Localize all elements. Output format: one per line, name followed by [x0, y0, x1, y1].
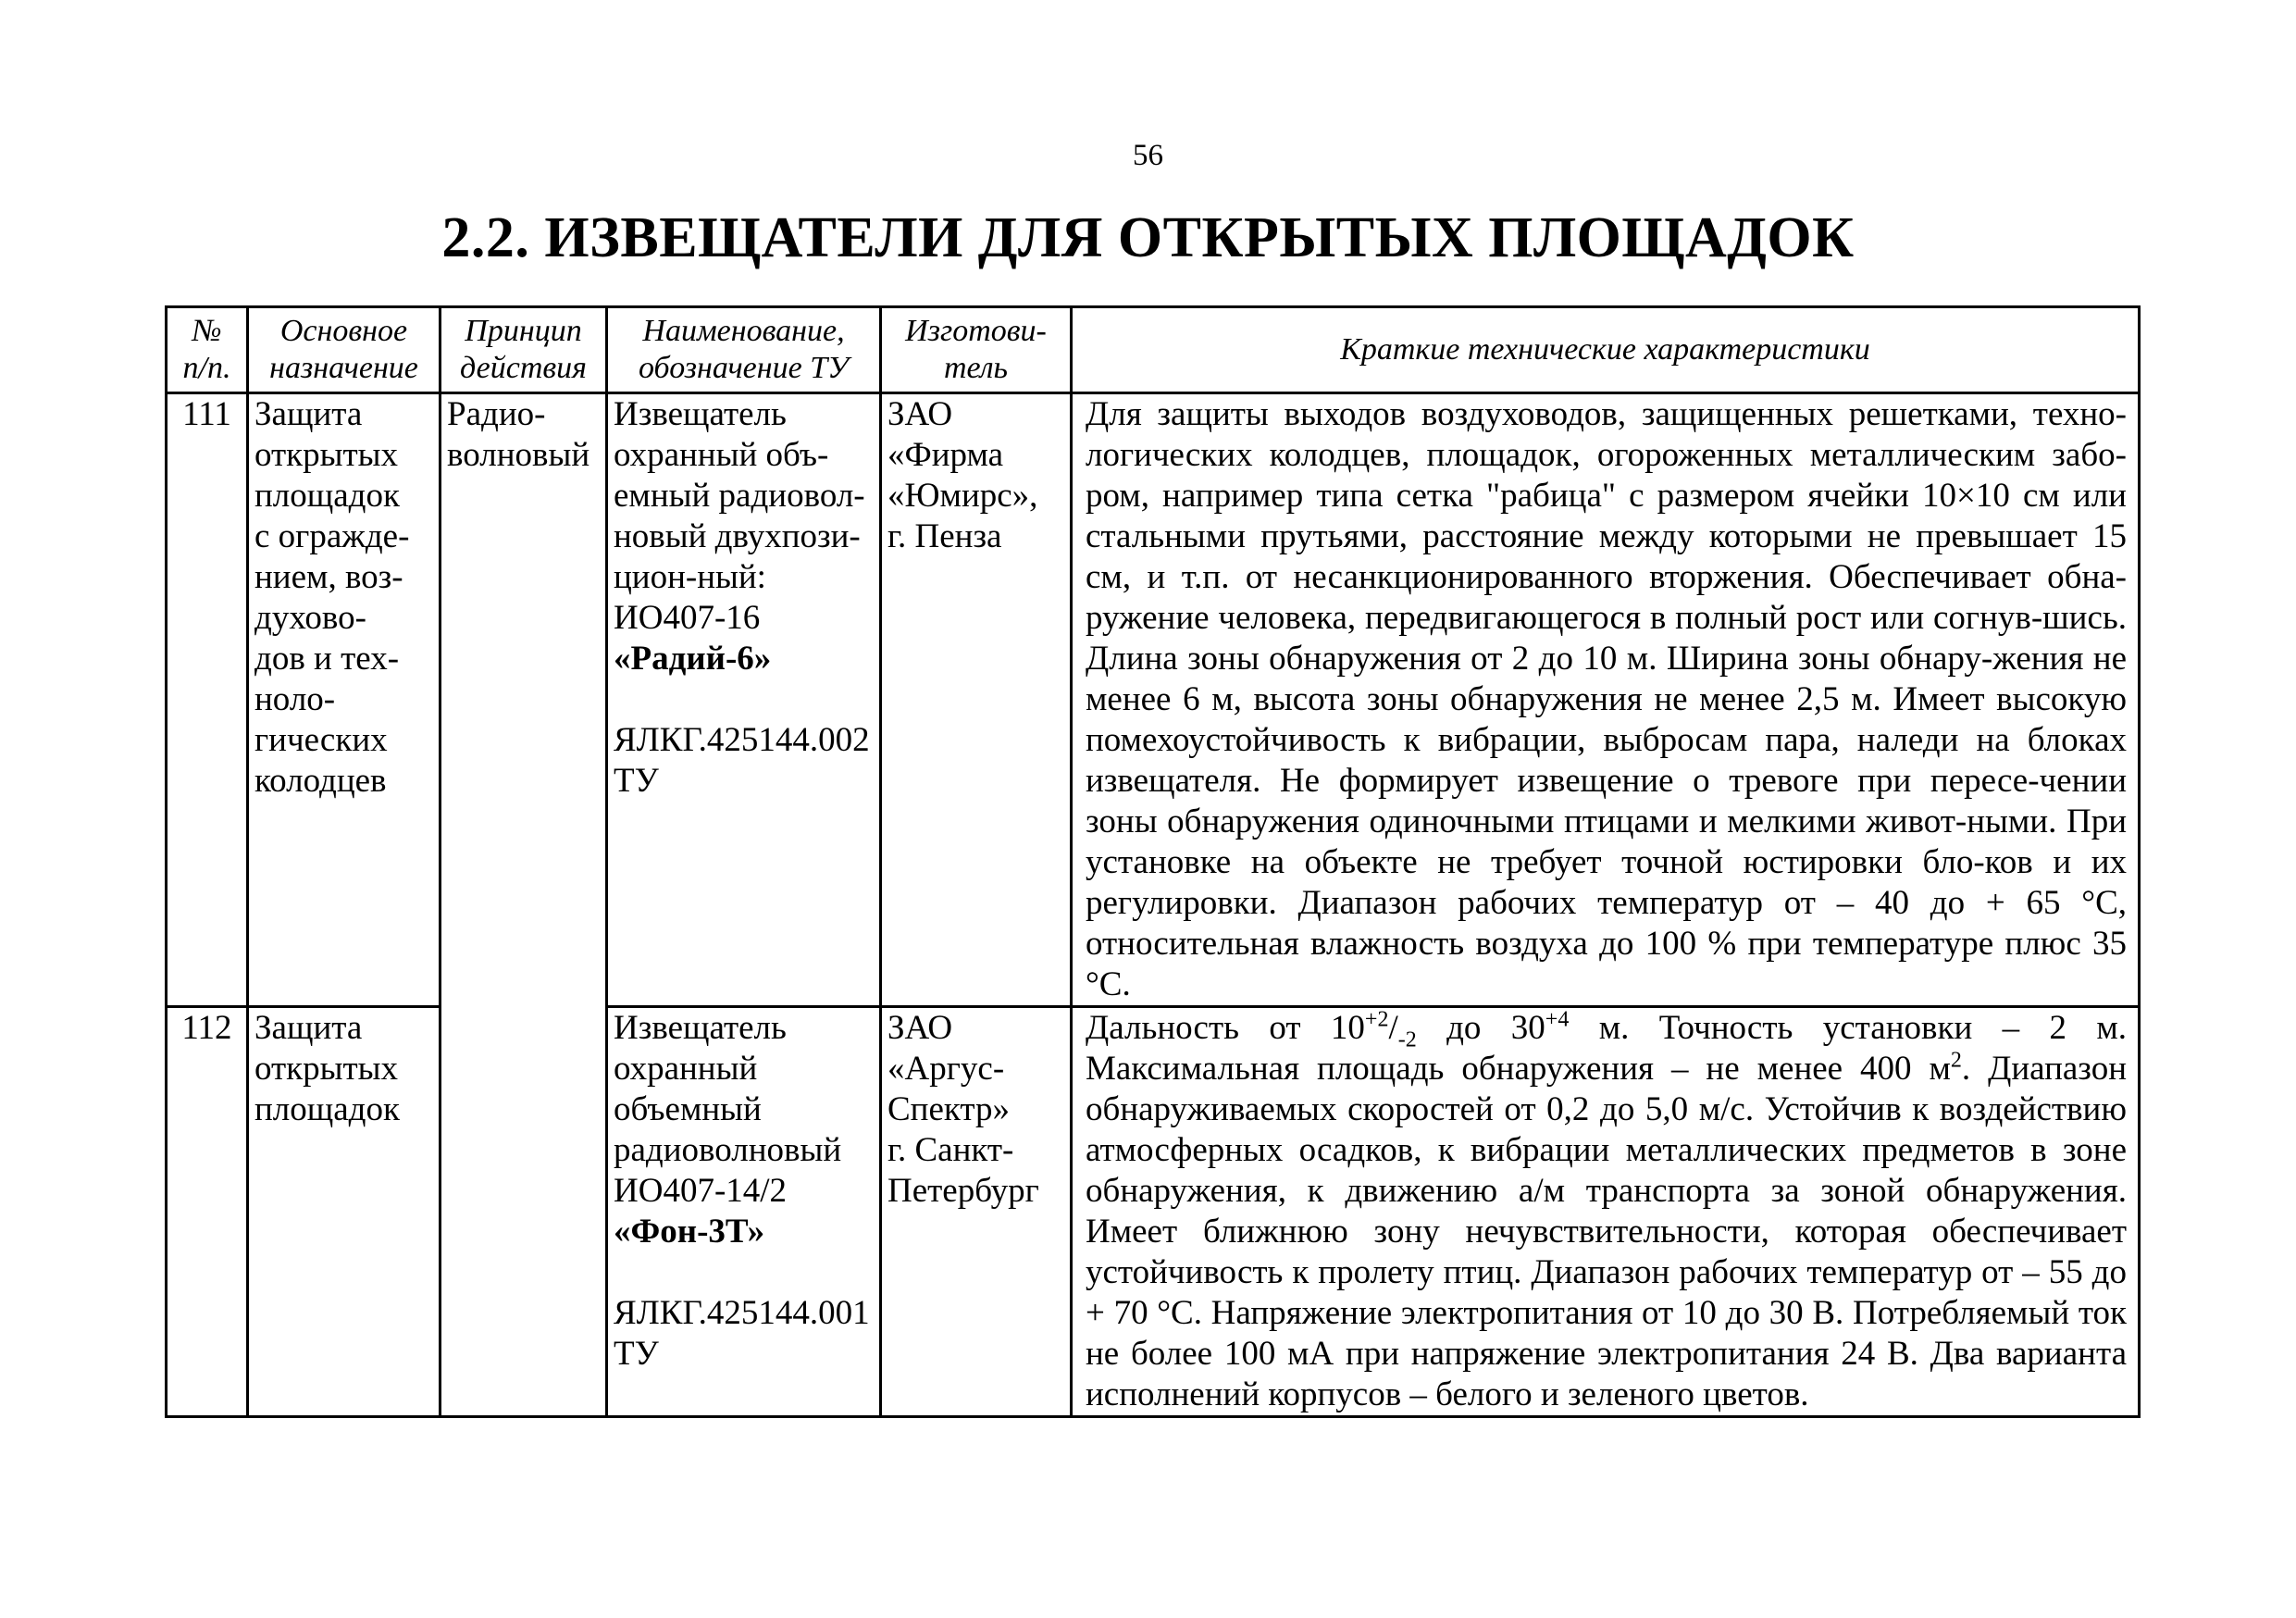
row-purpose: Защита открытых площадок с огражде- нием, воз- духово- дов и тех- ноло- гических колодцев — [248, 393, 441, 1007]
table-row — [167, 393, 2140, 1007]
page-title: 2.2. ИЗВЕЩАТЕЛИ ДЛЯ ОТКРЫТЫХ ПЛОЩАДОК — [441, 206, 1855, 269]
detectors-table — [165, 305, 2141, 1418]
row-maker: ЗАО «Аргус- Спектр» г. Санкт- Петербург — [881, 1007, 1072, 1417]
row-number: 112 — [167, 1007, 248, 1417]
row-principle — [441, 1007, 607, 1417]
table-header-row — [167, 307, 2140, 393]
row-name: Извещатель охранный объемный радиоволновый ИО407-14/2 «Фон-3Т» ЯЛКГ.425144.001 ТУ — [607, 1007, 881, 1417]
product-name: «Фон-3Т» — [614, 1213, 765, 1251]
header-name: Наименование, обозначение ТУ — [607, 307, 881, 393]
doc-code: ЯЛКГ.425144.002 — [614, 721, 870, 759]
header-purpose: Основное назначение — [248, 307, 441, 393]
product-name: «Радий-6» — [614, 640, 772, 678]
page-number: 56 — [1133, 139, 1163, 172]
header-characteristics: Краткие технические характеристики — [1072, 307, 2140, 393]
row-number: 111 — [167, 393, 248, 1007]
row-characteristics: Дальность от $10^{+2}/_{-2}$ до $30^{+4}$ м. Точность установки – 2 м. Максимальная площадь обнаружения – не менее 400 $м^2$. Диапазон обнаруживаемых скоростей от 0,2 до 5,0 м/с. Устойчив к воздействию атмосферных осадков, к вибрации металлических предметов в зоне обнаружения, к движению а/м транспорта за зоной обнаружения. Имеет ближнюю зону нечувствительности, которая обеспечивает устойчивость к пролету птиц. Диапазон рабочих температур от – 55 до + 70 °С. Напряжение электропитания от 10 до 30 В. Потребляемый ток не более 100 мА при напряжение электропитания 24 В. Два варианта исполнений корпусов – белого и зеленого цветов. — [1072, 1007, 2140, 1417]
row-name: Извещатель охранный объ- емный радиовол- новый двухпози- цион-ный: ИО407-16 «Радий-6» ЯЛКГ.425144.002 ТУ — [607, 393, 881, 1007]
row-purpose: Защита открытых площадок — [248, 1007, 441, 1417]
row-maker: ЗАО «Фирма «Юмирс», г. Пенза — [881, 393, 1072, 1007]
doc-code: ЯЛКГ.425144.001 — [614, 1294, 870, 1332]
header-principle: Принцип действия — [441, 307, 607, 393]
row-characteristics: Для защиты выходов воздуховодов, защищенных решетками, техно-логических колодцев, площадок, огороженных металлическим забо-ром, например типа сетка "рабица" с размером ячейки 10×10 см или стальными прутьями, расстояние между которыми не превышает 15 см, и т.п. от несанкционированного вторжения. Обеспечивает обна-ружение человека, передвигающегося в полный рост или согнув-шись. Длина зоны обнаружения от 2 до 10 м. Ширина зоны обнару-жения не менее 6 м, высота зоны обнаружения не менее 2,5 м. Имеет высокую помехоустойчивость к вибрации, выбросам пара, наледи на блоках извещателя. Не формирует извещение о тревоге при пересе-чении зоны обнаружения одиночными птицами и мелкими живот-ными. При установке на объекте не требует точной юстировки бло-ков и их регулировки. Диапазон рабочих температур от – 40 до + 65 °С, относительная влажность воздуха до 100 % при температуре плюс 35 °С. — [1072, 393, 2140, 1007]
header-num: № п/п. — [167, 307, 248, 393]
header-maker: Изготови- тель — [881, 307, 1072, 393]
row-principle: Радио- волновый — [441, 393, 607, 1007]
table-row — [167, 1007, 2140, 1417]
